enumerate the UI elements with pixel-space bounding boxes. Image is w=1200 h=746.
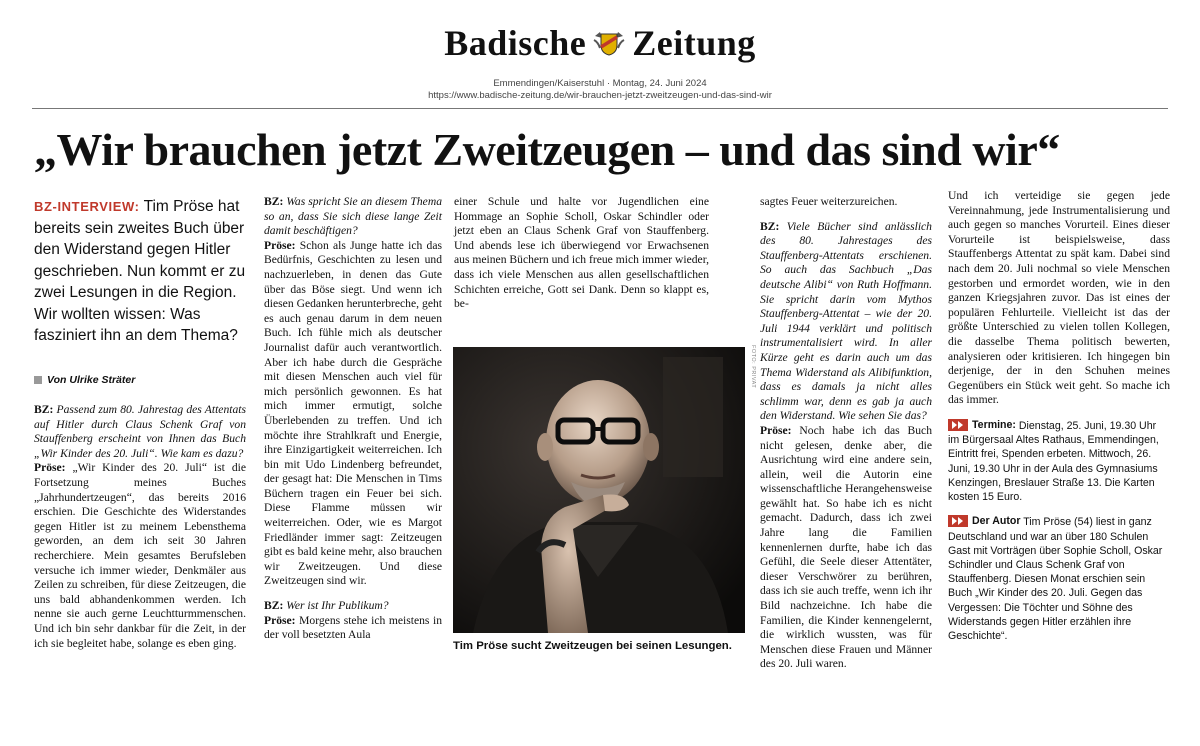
- question-2-text: Was spricht Sie an diesem Thema so an, dass Sie sich diese lange Zeit damit beschäftigen?: [264, 195, 442, 238]
- byline-square-icon: [34, 376, 42, 384]
- answer-2-text: Schon als Junge hatte ich das Bedürfnis, Geschichten zu lesen und nachzuerleben, in denen das Gute über das Böse siegt. Und wenn ich diesen Gedanken herunterbreche, geht es auch genau darum in dem neuen Buch. Ich fühle mich als deutscher Journalist dafür auch verantwortlich. Aber ich habe durch die Gespräche mit diesen Menschen auch viel für mich persönlich gewonnen. Es hat mich immer ermutigt, solche Überlebenden zu treffen. Und ich möchte ihre Strahlkraft und Energie, ihre Einzigartigkeit weiterreichen. Ich bin mit Udo Lindenberg befreundet, der gesagt hat: Die Menschen in Tims Büchern tragen ein Feuer bei sich. Diese Flamme müssen wir weiterreichen. Oder, wie es Margot Friedländer immer sagt: Zeitzeugen gibt es bald keine mehr, also brauchen wir Zweitzeugen. Und diese Zweitzeugen sind wir.: [264, 238, 442, 588]
- byline: [34, 373, 246, 388]
- question-4: [760, 220, 932, 424]
- termine-tag: [948, 418, 1016, 432]
- edition-line: Emmendingen/Kaiserstuhl · Montag, 24. Juni 2024: [493, 78, 707, 89]
- column-4: [760, 195, 932, 672]
- answer-2: [264, 239, 442, 589]
- question-1-label: BZ:: [34, 403, 54, 417]
- answer-3-text: Morgens stehe ich meistens in der voll besetzten Aula: [264, 613, 442, 642]
- answer-3-label: Pröse:: [264, 613, 296, 627]
- termine-box: [948, 418, 1170, 504]
- byline-author: Von Ulrike Sträter: [47, 373, 136, 386]
- column-5: [948, 189, 1170, 643]
- masthead-meta: [0, 54, 1200, 102]
- photo-caption: Tim Pröse sucht Zweitzeugen bei seinen Lesungen.: [453, 640, 732, 652]
- autor-box: [948, 514, 1170, 643]
- answer-1: [34, 461, 246, 651]
- termine-label: Termine:: [972, 418, 1016, 431]
- play-arrows-icon: [948, 515, 968, 527]
- answer-1-label: Pröse:: [34, 461, 66, 475]
- question-2: [264, 195, 442, 239]
- column-3: [454, 195, 709, 312]
- answer-1-text: „Wir Kinder des 20. Juli“ ist die Fortsetzung meines Buches „Jahrhundertzeugen“, das bereits 2016 erschien. Die Geschichte des Widerstandes gegen Hitler ist zu meinem Lebensthema geworden, an dem ich seit 30 Jahren recherchiere. Mein gesamtes Berufsleben versuche ich immer wieder, Denkmäler aus Zeilen zu schreiben, für diese Zeitzeugen, die uns bald abhandenkommen werden. Ich nenne sie auch gerne Leuchtturmmenschen. Und ich bin sehr dankbar für die Zeit, in der ich sie begleitet habe, solange es eben ging.: [34, 461, 246, 650]
- column-1: [34, 196, 246, 651]
- answer-4-label: Pröse:: [760, 423, 792, 437]
- logo-title-right: Zeitung: [632, 23, 756, 63]
- question-4-text: Viele Bücher sind anlässlich des 80. Jahrestages des Stauffenberg-Attentats erschienen. So auch das Sachbuch „Das deutsche Alibi“ von Ruth Hoffmann. Sie spricht darin vom Mythos Stauffenberg-Attentat – wie der 20. Juli 1944 verklärt und politisch instrumentalisiert wird. In aller Kürze geht es darin auch um das Thema Widerstand als Alibifunktion, dass es damals ja nicht alles schlimm war, denn es gab ja auch den Widerstand. Wie sehen Sie das?: [760, 219, 932, 423]
- question-3-label: BZ:: [264, 599, 284, 613]
- play-arrows-icon: [948, 419, 968, 431]
- photo-credit: FOTO: PRIVAT: [750, 345, 756, 389]
- intro-text: Tim Pröse hat bereits sein zweites Buch über den Widerstand gegen Hitler geschrieben. Nun kommt er zu zwei Lesungen in die Region. Wir wollten wissen: Was fasziniert ihn an dem Thema?: [34, 198, 246, 344]
- column-4-carryover: sagtes Feuer weiterzureichen.: [760, 195, 898, 208]
- author-portrait-illustration: [453, 347, 745, 633]
- question-1: [34, 403, 246, 461]
- article-url[interactable]: https://www.badische-zeitung.de/wir-brauchen-jetzt-zweitzeugen-und-das-sind-wir: [428, 90, 772, 101]
- author-photo: [453, 347, 745, 633]
- article-headline: „Wir brauchen jetzt Zweitzeugen – und das sind wir“: [34, 124, 1060, 175]
- autor-tag: [948, 514, 1020, 528]
- question-3: [264, 599, 442, 614]
- column-5-text: Und ich verteidige sie gegen jede Vereinnahmung, jede Instrumentalisierung und auch gegen so manches Vorurteil. Eines dieser Vorurteile ist beispielsweise, dass Stauffenbergs Attentat zu spät kam. Dabei sind nach dem 20. Juli nochmal so viele Menschen gestorben und ermordet worden, wie in den ganzen Kriegsjahren zuvor. Das ist eines der populären Fehlurteile. Vielleicht ist das der größte Unterschied zu vielen tollen Kollegen, die dasselbe Thema politisch bewerten, analysieren oder kritisieren. Ich hingegen bin derjenige, der in den Schuhen meines Gegenübers ein Stück weit geht. So mache ich das immer.: [948, 189, 1170, 407]
- column-3-text: einer Schule und halte vor Jugendlichen eine Hommage an Sophie Scholl, Oskar Schindler oder jetzt eben an Claus Schenk Graf von Stauffenberg. Und abends lese ich überwiegend vor Erwachsenen aus meinen Büchern und ich freue mich immer wieder, dass ich viele Menschen aus allen gesellschaftlichen Schichten erreiche, Gott sei Dank. Denn so klappt es, be-: [454, 195, 709, 311]
- question-3-text: Wer ist Ihr Publikum?: [286, 599, 389, 613]
- answer-4: [760, 424, 932, 672]
- crest-icon: [592, 30, 626, 56]
- question-2-label: BZ:: [264, 195, 284, 208]
- article-intro: [34, 196, 246, 347]
- autor-label: Der Autor: [972, 515, 1021, 528]
- termine-text: Dienstag, 25. Juni, 19.30 Uhr im Bürgersaal Altes Rathaus, Emmendingen, Eintritt frei, Spenden erbeten. Mittwoch, 26. Juni, 19.30 Uhr in der Aula des Gymnasiums Kenzingen, Breslauer Straße 13. Die Karten kosten 15 Euro.: [948, 420, 1159, 504]
- question-1-text: Passend zum 80. Jahrestag des Attentats auf Hitler durch Claus Schenk Graf von Stauffenberg erscheint von Ihnen das Buch „Wir Kinder des 20. Juli“. Wie kam es dazu?: [34, 403, 246, 460]
- column-2: [264, 195, 442, 643]
- autor-text: Tim Pröse (54) liest in ganz Deutschland und war an über 180 Schulen Gast mit Vorträgen über Sophie Scholl, Oskar Schindler und Claus Schenk Graf von Stauffenberg. Diesen Monat erschien sein Buch „Wir Kinder des 20. Juli. Gegen das Vergessen: Die Töchter und Söhne des Widerstands gegen Hitler erzählen ihre Geschichte“.: [948, 516, 1163, 642]
- answer-3: [264, 614, 442, 643]
- answer-4-text: Noch habe ich das Buch nicht gelesen, denke aber, die Ausrichtung wird eine andere sein, allein, weil die Autorin eine wissenschaftliche Herangehensweise gewählt hat. So habe ich es nicht gemacht. Dadurch, dass ich zwei Jahre lang die Familien kennenlernen durfte, habe ich das Gefühl, die Seele dieser Attentäter, dieser Verschwörer zu berühren, dass ich sie auch treffe, wenn ich ihr Bild nachzeichne. Ich habe die Familien, die Kinder kennengelernt, die wirklich wussten, was für Menschen diese Frauen und Männer des 20. Juli waren.: [760, 423, 932, 671]
- intro-label: BZ-INTERVIEW:: [34, 199, 140, 214]
- answer-2-label: Pröse:: [264, 238, 296, 252]
- header-divider: [32, 108, 1168, 109]
- logo-title-left: Badische: [444, 23, 587, 63]
- question-4-label: BZ:: [760, 219, 780, 233]
